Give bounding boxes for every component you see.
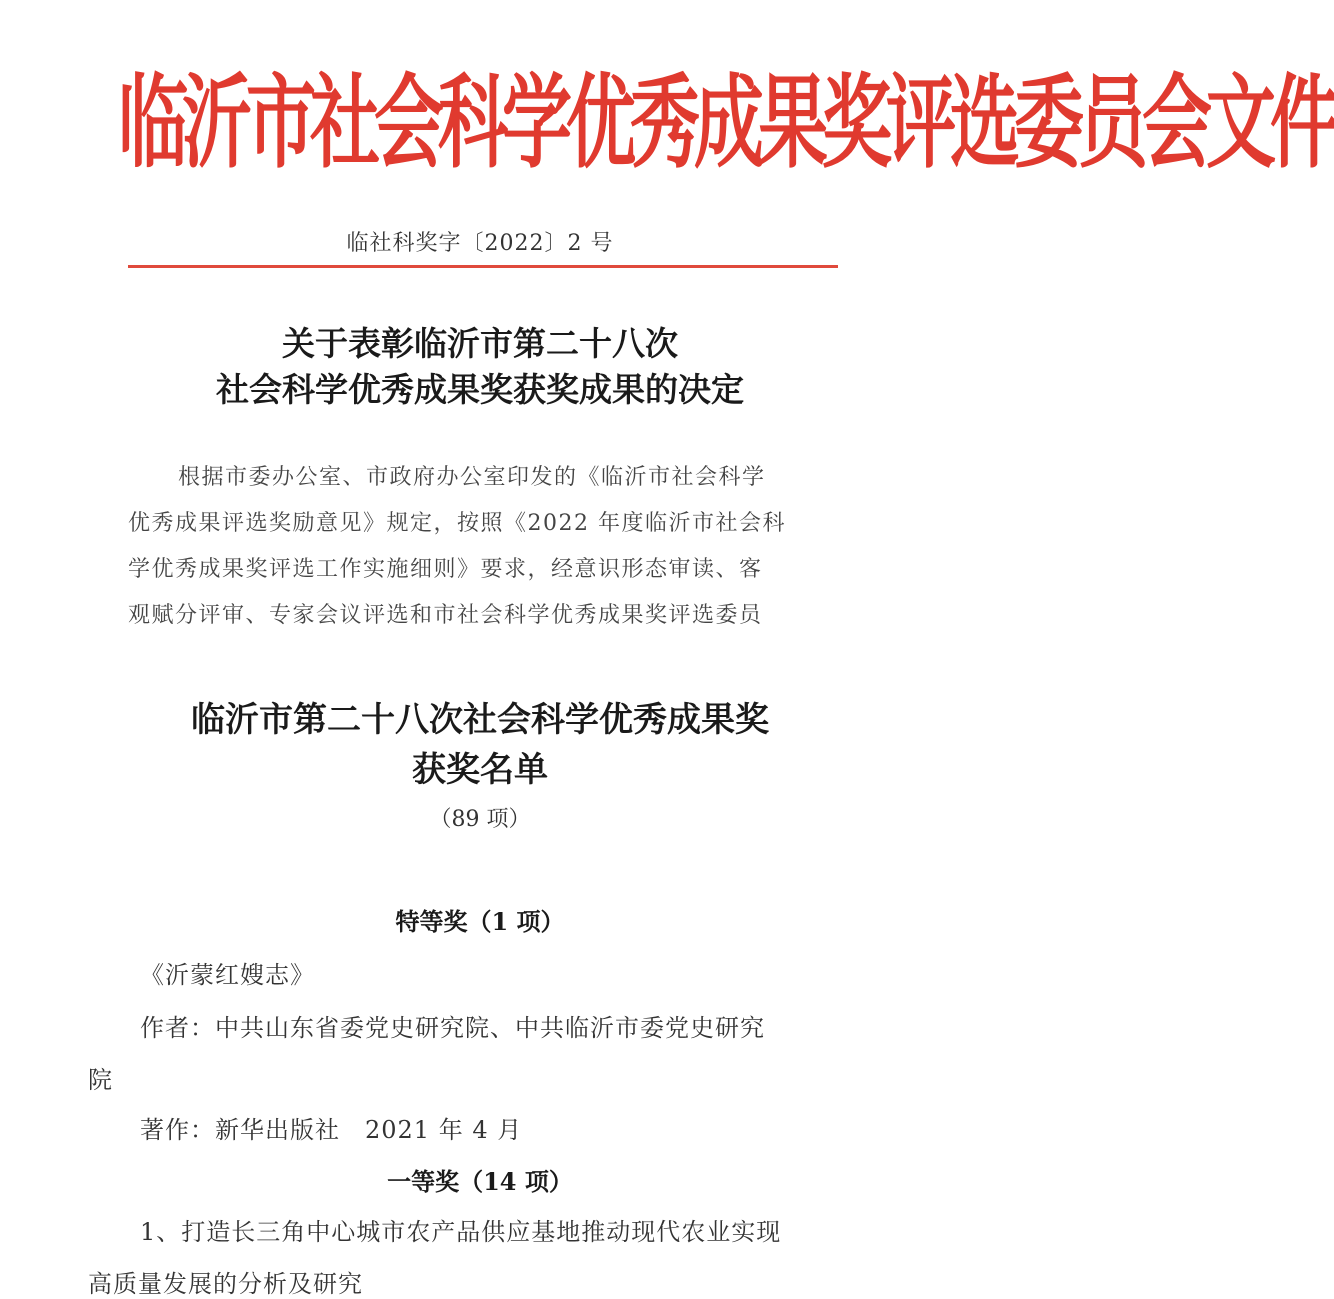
body-line-1: 根据市委办公室、市政府办公室印发的《临沂市社会科学 xyxy=(178,465,766,490)
first-prize-entry-1-line-1: 1、打造长三角中心城市农产品供应基地推动现代农业实现 xyxy=(140,1218,782,1246)
first-prize-heading: 一等奖（14 项） xyxy=(387,1167,573,1196)
award-list-title-line-2: 获奖名单 xyxy=(412,750,548,790)
award-count: （89 项） xyxy=(429,807,531,832)
first-prize-entry-1-line-2: 高质量发展的分析及研究 xyxy=(88,1270,363,1298)
special-prize-author-line-1: 作者：中共山东省委党史研究院、中共临沂市委党史研究 xyxy=(140,1014,765,1042)
body-line-2: 优秀成果评选奖励意见》规定，按照《2022 年度临沂市社会科 xyxy=(128,511,786,536)
document-number: 临社科奖字〔2022〕2 号 xyxy=(346,231,614,256)
special-prize-heading: 特等奖（1 项） xyxy=(395,907,565,936)
document-header-title: 临沂市社会科学优秀成果奖评选委员会文件 xyxy=(118,63,1334,183)
award-list-title-line-1: 临沂市第二十八次社会科学优秀成果奖 xyxy=(191,700,769,740)
special-prize-author-line-2: 院 xyxy=(88,1066,113,1094)
decision-title-line-2: 社会科学优秀成果奖获奖成果的决定 xyxy=(216,370,744,409)
body-line-3: 学优秀成果奖评选工作实施细则》要求，经意识形态审读、客 xyxy=(128,557,763,582)
special-prize-publication: 著作：新华出版社 2021 年 4 月 xyxy=(140,1116,523,1144)
special-prize-entry-title: 《沂蒙红嫂志》 xyxy=(140,961,315,989)
decision-title-line-1: 关于表彰临沂市第二十八次 xyxy=(282,324,678,363)
body-line-4: 观赋分评审、专家会议评选和市社会科学优秀成果奖评选委员 xyxy=(128,603,763,628)
red-divider-rule xyxy=(128,265,838,268)
